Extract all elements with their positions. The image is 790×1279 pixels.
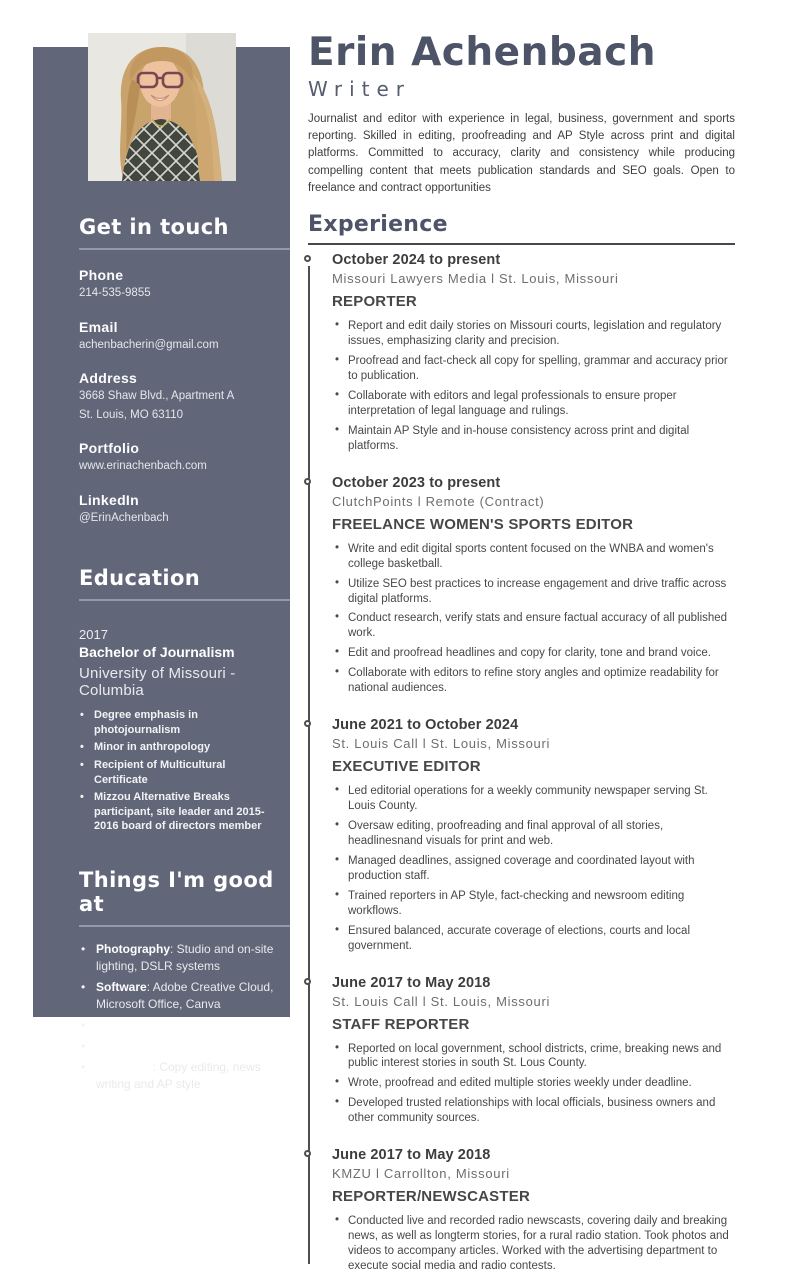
education-bullet: • Minor in anthropology: [79, 740, 274, 755]
experience-entry: [332, 252, 735, 454]
entry-bullet: • Trained reporters in AP Style, fact-checking and newsroom editing workflows.: [332, 889, 735, 919]
contact-item-linkedin: [79, 492, 274, 527]
contact-item-email: [79, 319, 274, 354]
entry-date: October 2023 to present: [332, 474, 501, 491]
entry-bullet: • Conduct research, verify stats and ensure factual accuracy of all published work.: [332, 611, 735, 641]
entry-bullet: • Collaborate with editors and legal professionals to ensure proper interpretation of legal language and rulings.: [332, 389, 735, 419]
skill-item: [79, 979, 274, 1013]
entry-bullet: • Developed trusted relationships with local officials, business owners and other community sources.: [332, 1096, 735, 1126]
experience-timeline: [305, 252, 735, 1274]
contact-item-address: [79, 370, 274, 423]
skill-name: Reporting: [96, 1060, 153, 1075]
timeline-marker-icon: [304, 720, 311, 727]
entry-bullet: • Wrote, proofread and edited multiple stories weekly under deadline.: [332, 1076, 735, 1091]
main-content: [308, 30, 735, 1279]
skill-detail: : Studio and on-site lighting, DSLR systems: [96, 942, 274, 974]
entry-bullet: • Proofread and fact-check all copy for spelling, grammar and accuracy prior to publication.: [332, 354, 735, 384]
experience-heading-rule: [308, 243, 735, 245]
skill-name: Photography: [96, 942, 170, 957]
portfolio-value: www.erinachenbach.com: [79, 460, 207, 473]
education-section: [79, 566, 274, 834]
address-label: Address: [79, 370, 138, 387]
experience-entry: [332, 475, 735, 696]
entry-bullet: • Report and edit daily stories on Missouri courts, legislation and regulatory issues, emphasizing clarity and precision.: [332, 319, 735, 349]
entry-bullet: • Ensured balanced, accurate coverage of elections, courts and local government.: [332, 924, 735, 954]
address-line-1: 3668 Shaw Blvd., Apartment A: [79, 390, 235, 403]
entry-role: FREELANCE WOMEN'S SPORTS EDITOR: [332, 515, 634, 533]
skill-name: Software: [96, 980, 147, 995]
skill-item: [79, 1059, 274, 1093]
education-bullet-list: [79, 708, 274, 834]
education-year: 2017: [79, 627, 108, 643]
profile-photo: [88, 33, 236, 181]
entry-bullet: • Maintain AP Style and in-house consistency across print and digital platforms.: [332, 424, 735, 454]
skill-item: [79, 1017, 274, 1034]
experience-entry: [332, 717, 735, 953]
education-bullet: • Recipient of Multicultural Certificate: [79, 758, 274, 787]
timeline-marker-icon: [304, 1150, 311, 1157]
entry-date: October 2024 to present: [332, 252, 501, 269]
contact-section: [79, 215, 274, 526]
entry-bullet: • Conducted live and recorded radio newscasts, covering daily and breaking news, as well as longterm stories, for a rural radio station. Took photos and videos to accompany articles. Worked with the advertising department to execute social media and radio contests.: [332, 1214, 735, 1274]
address-line-2: St. Louis, MO 63110: [79, 408, 183, 421]
entry-bullet: • Led editorial operations for a weekly community newspaper serving St. Louis County.: [332, 784, 735, 814]
entry-organization: St. Louis Call l St. Louis, Missouri: [332, 993, 551, 1009]
experience-entry: [332, 975, 735, 1127]
entry-role: EXECUTIVE EDITOR: [332, 758, 481, 776]
phone-label: Phone: [79, 267, 124, 283]
entry-organization: Missouri Lawyers Media l St. Louis, Missouri: [332, 271, 619, 287]
education-degree: Bachelor of Journalism: [79, 644, 235, 661]
entry-organization: ClutchPoints l Remote (Contract): [332, 493, 545, 509]
entry-bullet: • Collaborate with editors to refine story angles and optimize readability for national audiences.: [332, 666, 735, 696]
education-heading-rule: [79, 599, 290, 601]
entry-organization: KMZU l Carrollton, Missouri: [332, 1166, 510, 1182]
person-title: Writer: [308, 76, 412, 101]
entry-bullet: • Reported on local government, school districts, crime, breaking news and public interest stories in south St. Lous County.: [332, 1042, 735, 1072]
skills-section: [79, 868, 274, 1093]
entry-organization: St. Louis Call l St. Louis, Missouri: [332, 736, 551, 752]
entry-bullet-list: [332, 784, 735, 953]
education-bullet: • Degree emphasis in photojournalism: [79, 708, 274, 737]
contact-heading: Get in touch: [79, 215, 229, 239]
entry-role: STAFF REPORTER: [332, 1015, 470, 1033]
entry-date: June 2017 to May 2018: [332, 1147, 491, 1164]
email-value: achenbacherin@gmail.com: [79, 338, 219, 351]
experience-entry: [332, 1147, 735, 1274]
entry-bullet-list: [332, 542, 735, 696]
profile-summary: Journalist and editor with experience in legal, business, government and sports reporting. Skilled in editing, proofreading and AP Style across print and digital platforms. Committed to accuracy, clarity and consistency while producing compelling content that meets publication standards and SEO goals. Open to freelance and contract opportunities: [308, 112, 735, 194]
skill-item: [79, 941, 274, 975]
entry-date: June 2017 to May 2018: [332, 974, 491, 991]
entry-bullet: • Edit and proofread headlines and copy for clarity, tone and brand voice.: [332, 646, 735, 661]
skill-name: Video recording and editing: [96, 1039, 255, 1054]
contact-item-portfolio: [79, 440, 274, 475]
education-school: University of Missouri - Columbia: [79, 665, 236, 700]
person-name: Erin Achenbach: [308, 30, 656, 75]
skill-detail: : Copy editing, news writing and AP style: [96, 1060, 261, 1092]
phone-value: 214-535-9855: [79, 287, 151, 299]
timeline-marker-icon: [304, 255, 311, 262]
entry-bullet-list: [332, 1042, 735, 1127]
entry-bullet-list: [332, 319, 735, 454]
timeline-marker-icon: [304, 978, 311, 985]
entry-bullet: • Write and edit digital sports content focused on the WNBA and women's college basketball.: [332, 542, 735, 572]
entry-date: June 2021 to October 2024: [332, 717, 519, 734]
entry-bullet: • Oversaw editing, proofreading and final approval of all stories, headlinesnand visuals for print and web.: [332, 819, 735, 849]
experience-heading: Experience: [308, 212, 448, 238]
linkedin-value: @ErinAchenbach: [79, 511, 169, 524]
entry-role: REPORTER: [332, 293, 417, 311]
skills-heading-rule: [79, 925, 290, 927]
skill-item: [79, 1038, 274, 1055]
portfolio-label: Portfolio: [79, 440, 140, 457]
timeline-marker-icon: [304, 478, 311, 485]
skill-detail: : Adobe Creative Cloud, Microsoft Office, Canva: [96, 980, 274, 1012]
education-heading: Education: [79, 566, 201, 591]
entry-bullet: • Managed deadlines, assigned coverage and coordinated layout with production staff.: [332, 854, 735, 884]
linkedin-label: LinkedIn: [79, 491, 139, 508]
skills-list: [79, 941, 274, 1093]
contact-heading-rule: [79, 248, 290, 250]
skill-name: Audio recording and editing: [96, 1018, 256, 1033]
entry-role: REPORTER/NEWSCASTER: [332, 1188, 530, 1206]
education-bullet: • Mizzou Alternative Breaks participant, site leader and 2015-2016 board of directors member: [79, 790, 274, 834]
profile-photo-illustration: [88, 33, 236, 181]
email-label: Email: [79, 318, 118, 335]
contact-item-phone: [79, 267, 274, 302]
sidebar: [33, 47, 290, 1092]
entry-bullet-list: [332, 1214, 735, 1274]
entry-bullet: • Utilize SEO best practices to increase engagement and drive traffic across digital platforms.: [332, 577, 735, 607]
skills-heading: Things I'm good at: [79, 868, 274, 917]
